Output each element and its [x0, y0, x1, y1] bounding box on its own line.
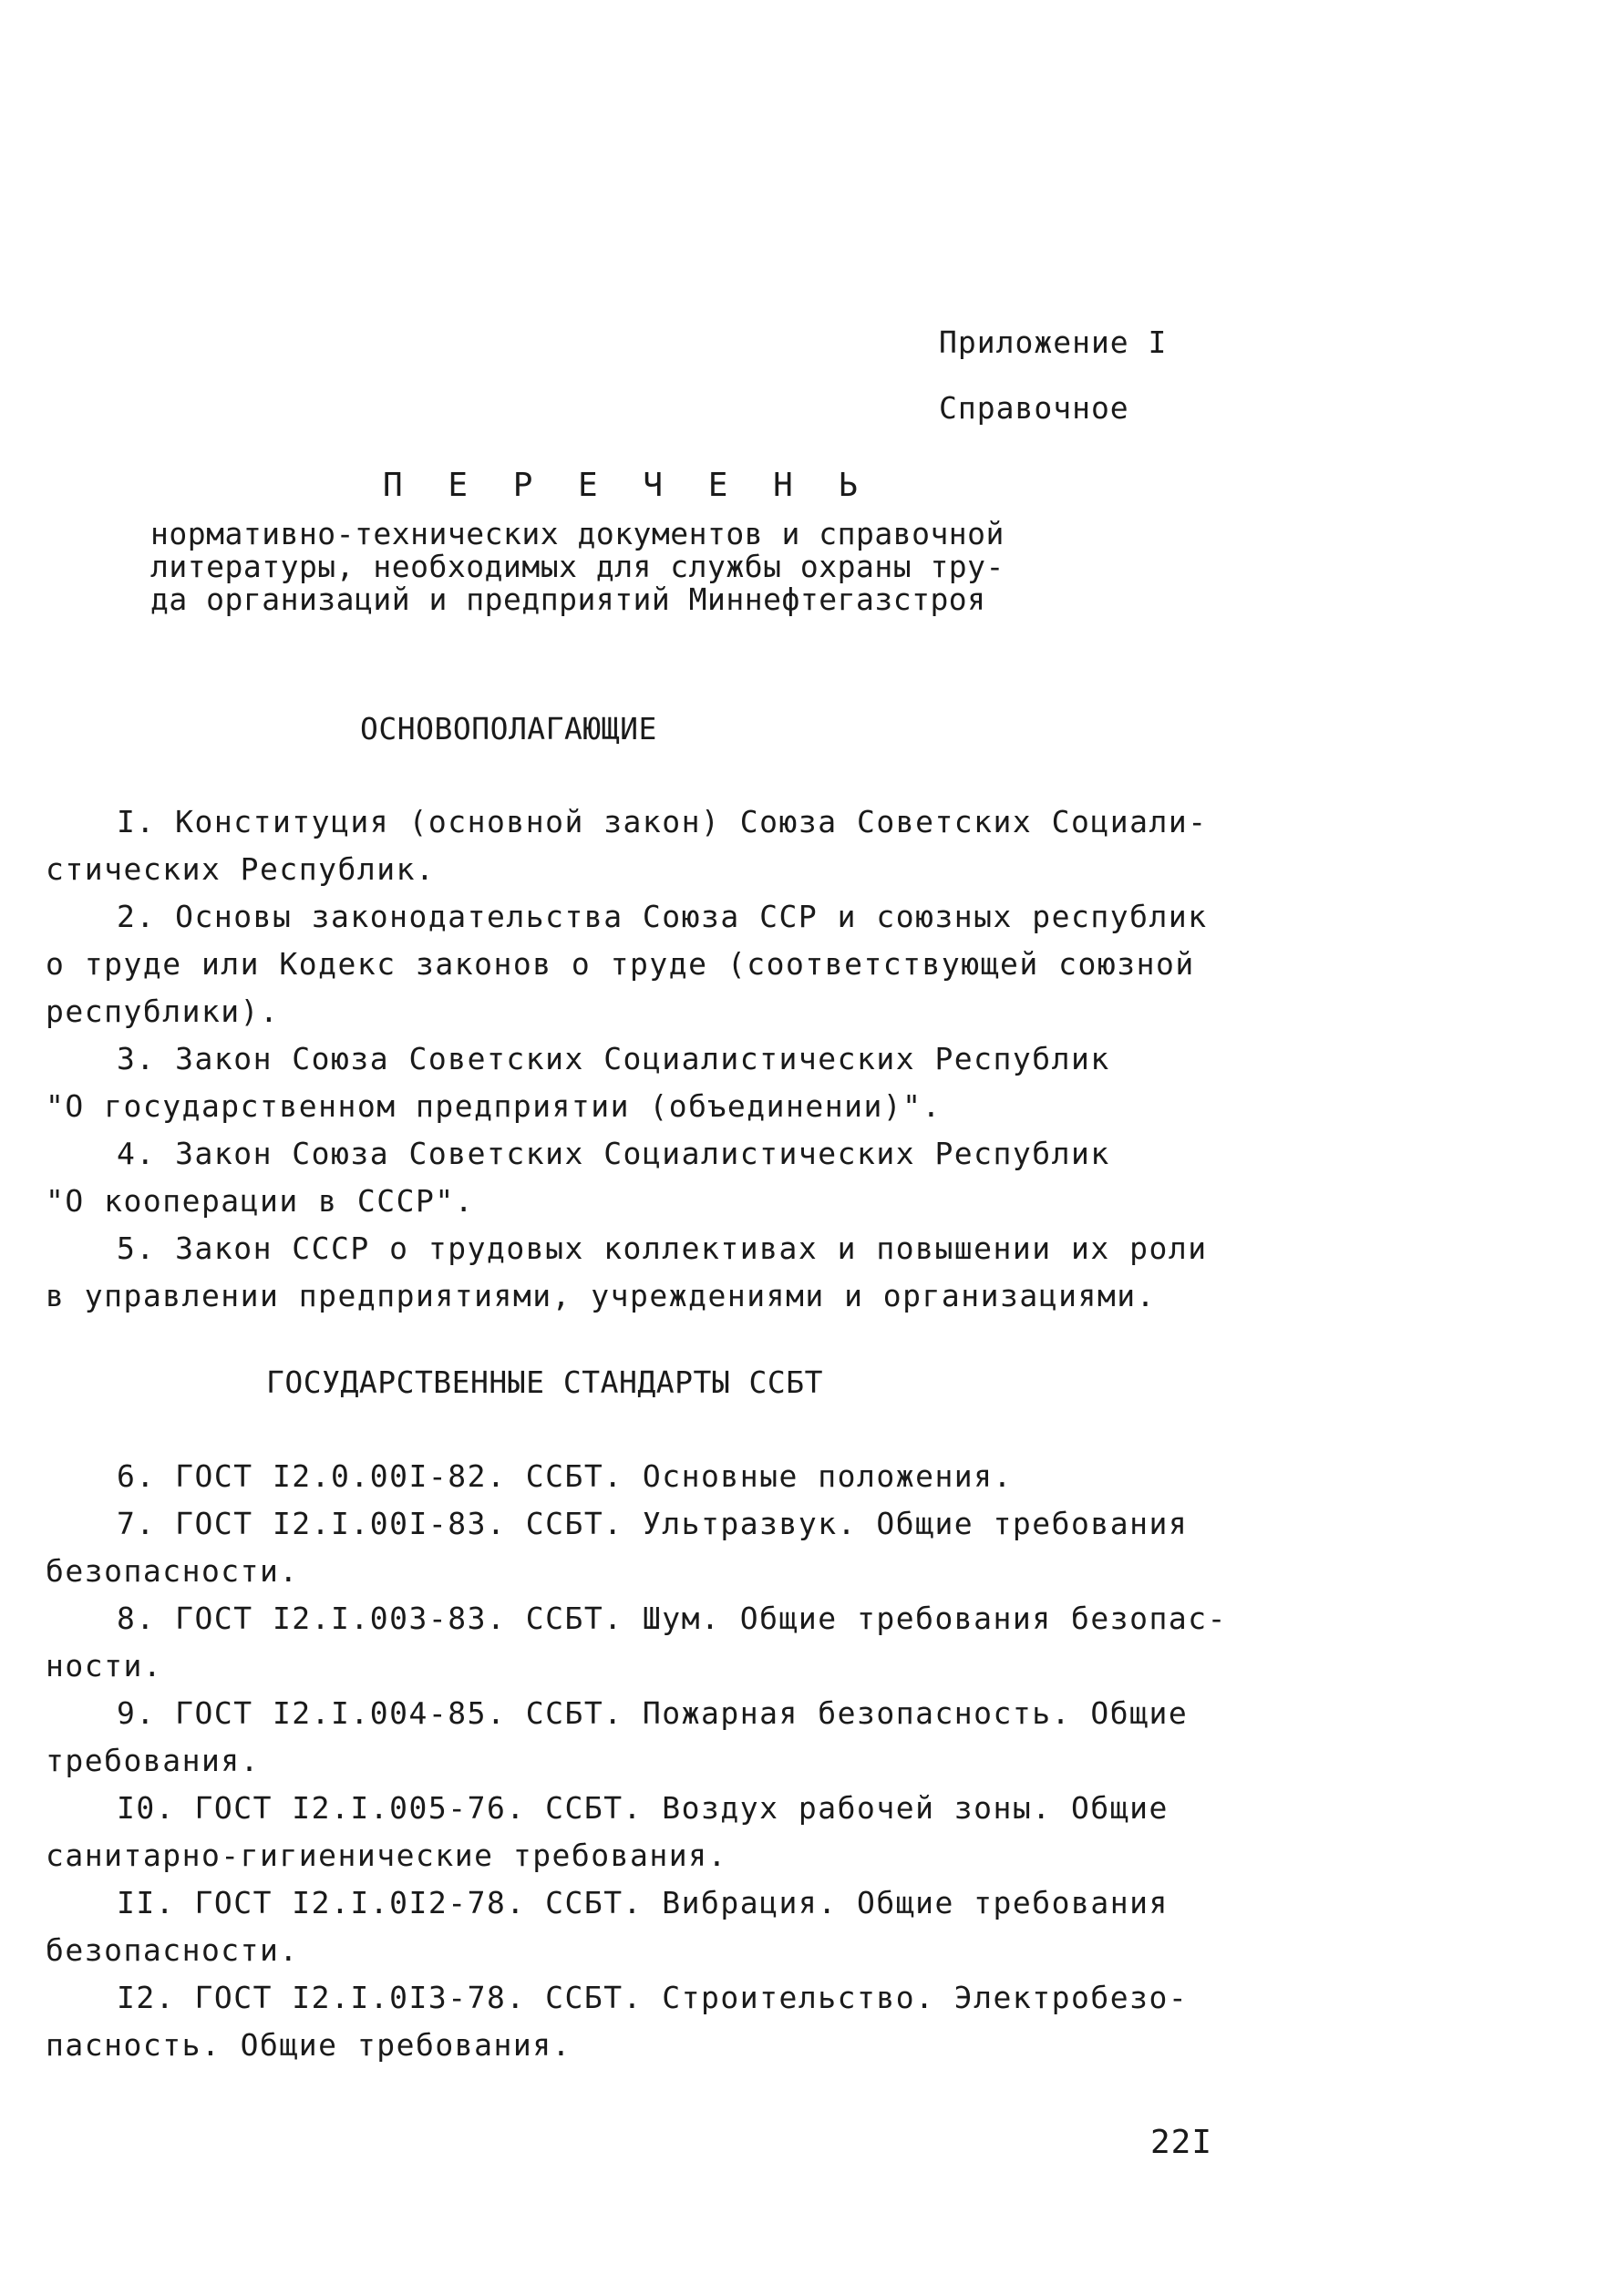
appendix-type: Справочное	[939, 390, 1129, 426]
document-subtitle	[150, 518, 1005, 616]
appendix-block	[939, 310, 1167, 441]
list-item: I0. ГОСТ I2.I.005-76. ССБТ. Воздух рабочей зоны. Общие санитарно-гигиенические требования.	[46, 1790, 1169, 1873]
list-item: 4. Закон Союза Советских Социалистических Республик "О кооперации в СССР".	[46, 1136, 1110, 1219]
subtitle-line: литературы, необходимых для службы охраны тру-	[150, 549, 1005, 584]
list-item: I2. ГОСТ I2.I.0I3-78. ССБТ. Строительство. Электробезо- пасность. Общие требования.	[46, 1980, 1189, 2063]
section-items-fundamental	[46, 798, 1249, 1320]
subtitle-line: да организаций и предприятий Миннефтегазстроя	[150, 582, 986, 617]
section-heading-state-standards: ГОСУДАРСТВЕННЫЕ СТАНДАРТЫ ССБТ	[266, 1364, 824, 1400]
page-number: 22I	[1150, 2124, 1213, 2161]
appendix-label: Приложение I	[939, 324, 1168, 360]
list-item: I. Конституция (основной закон) Союза Советских Социали- стических Республик.	[46, 804, 1208, 887]
section-heading-fundamental: ОСНОВОПОЛАГАЮЩИЕ	[360, 711, 657, 746]
list-item: 5. Закон СССР о трудовых коллективах и повышении их роли в управлении предприятиями, учреждениями и организациями.	[46, 1230, 1208, 1313]
list-item: 2. Основы законодательства Союза ССР и союзных республик о труде или Кодекс законов о труде (соответствующей союзной республики).	[46, 899, 1208, 1029]
list-item: 6. ГОСТ I2.0.00I-82. ССБТ. Основные положения.	[117, 1458, 1013, 1494]
document-title: П Е Р Е Ч Е Н Ь	[383, 467, 871, 504]
section-items-state-standards	[46, 1453, 1249, 2069]
list-item: 7. ГОСТ I2.I.00I-83. ССБТ. Ультразвук. Общие требования безопасности.	[46, 1506, 1189, 1589]
list-item: 3. Закон Союза Советских Социалистических Республик "О государственном предприятии (объединении)".	[46, 1041, 1110, 1124]
list-item: 9. ГОСТ I2.I.004-85. ССБТ. Пожарная безопасность. Общие требования.	[46, 1695, 1189, 1778]
list-item: 8. ГОСТ I2.I.003-83. ССБТ. Шум. Общие требования безопас- ности.	[46, 1601, 1227, 1683]
list-item: II. ГОСТ I2.I.0I2-78. ССБТ. Вибрация. Общие требования безопасности.	[46, 1885, 1169, 1968]
subtitle-line: нормативно-технических документов и справочной	[150, 516, 1005, 551]
